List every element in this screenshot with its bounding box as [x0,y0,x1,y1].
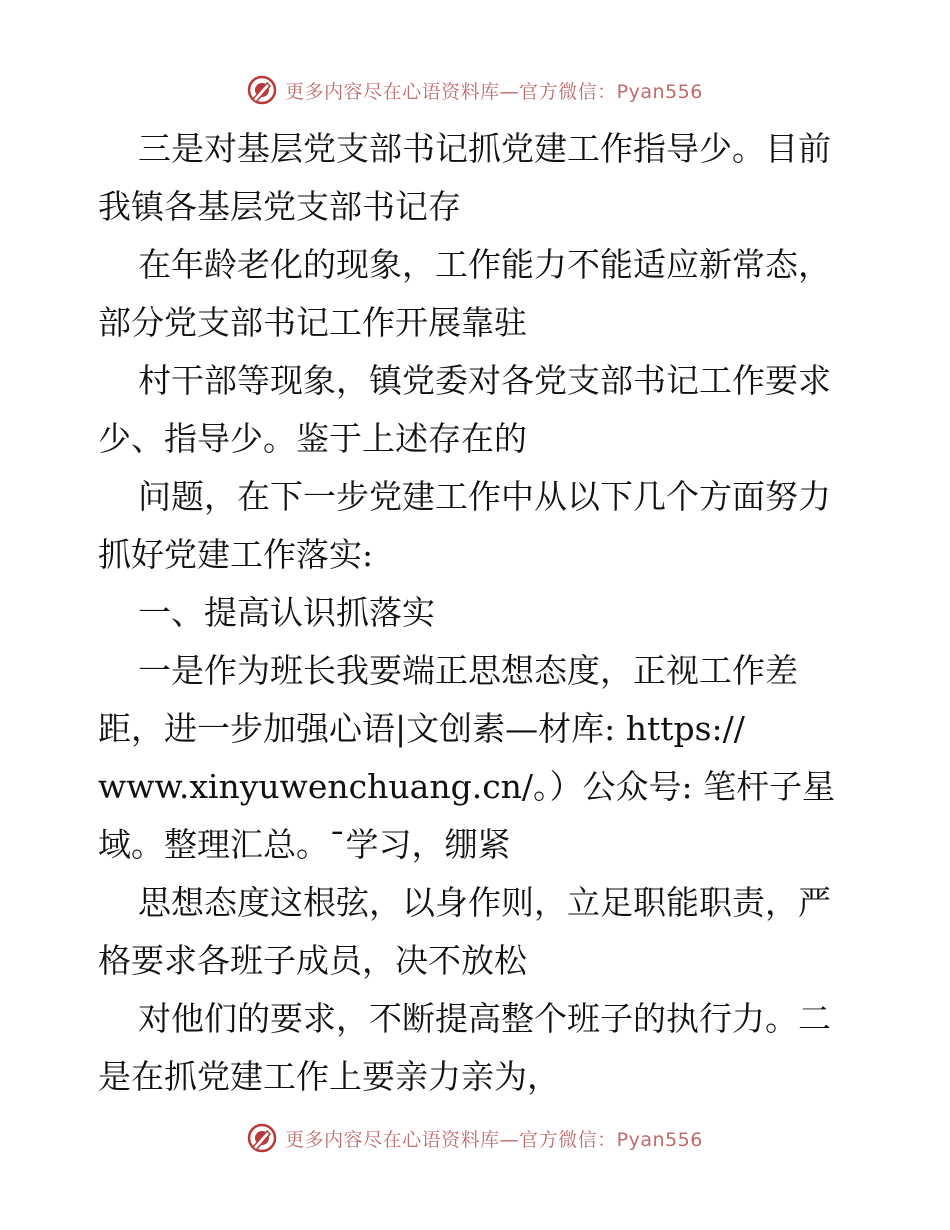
paragraph-line: 域。整理汇总。¯学习，绷紧 [98,825,511,864]
footer-banner [0,1118,950,1158]
paragraph-line: 一是作为班长我要端正思想态度，正视工作差 [138,651,798,690]
paragraph-line: 对他们的要求，不断提高整个班子的执行力。二 [138,999,831,1038]
paragraph-line: 是在抓党建工作上要亲力亲为， [98,1057,560,1096]
paragraph-line: 少、指导少。鉴于上述存在的 [98,419,527,458]
header-banner-text: 更多内容尽在心语资料库—官方微信：Pyan556 [285,80,703,103]
red-seal-logo-icon [247,1123,277,1153]
paragraph-line: 距，进一步加强心语|文创素—材库: https:// [98,709,745,748]
header-banner [0,70,950,110]
paragraph-line: 三是对基层党支部书记抓党建工作指导少。目前 [138,129,831,168]
document-body [98,120,858,1106]
paragraph-line: 我镇各基层党支部书记存 [98,187,461,226]
paragraph-line: 在年龄老化的现象，工作能力不能适应新常态， [138,245,831,284]
paragraph-line: 村干部等现象，镇党委对各党支部书记工作要求 [138,361,831,400]
red-seal-logo-icon [247,75,277,105]
paragraph-line: 格要求各班子成员，决不放松 [98,941,527,980]
section-heading: 一、提高认识抓落实 [138,593,435,632]
paragraph-line: 思想态度这根弦，以身作则，立足职能职责，严 [138,883,831,922]
paragraph-line: www.xinyuwenchuang.cn/。）公众号: 笔杆子星 [98,767,836,806]
footer-banner-text: 更多内容尽在心语资料库—官方微信：Pyan556 [285,1128,703,1151]
paragraph-line: 抓好党建工作落实: [98,535,374,574]
paragraph-line: 问题，在下一步党建工作中从以下几个方面努力 [138,477,831,516]
paragraph-line: 部分党支部书记工作开展靠驻 [98,303,527,342]
